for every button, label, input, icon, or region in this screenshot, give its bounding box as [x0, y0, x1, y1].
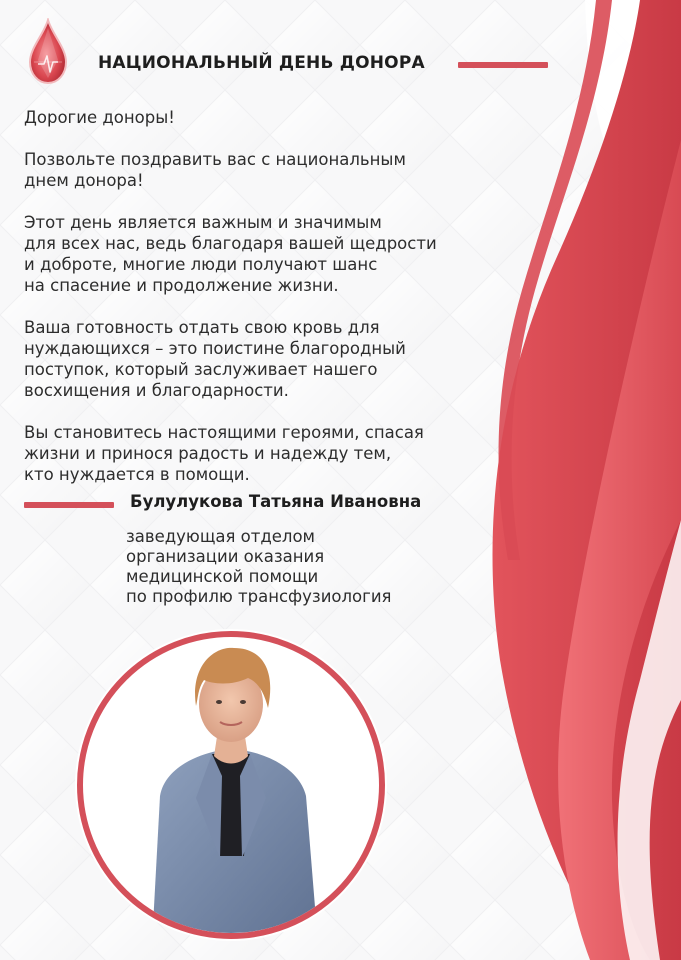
signatory-name: Булулукова Татьяна Ивановна: [130, 492, 422, 511]
letter-paragraph: Ваша готовность отдать свою кровь для нуждающихся – это поистине благородный поступок, который заслуживает нашего восхищения и благодарности.: [24, 318, 406, 400]
greeting: Дорогие доноры!: [24, 108, 175, 127]
letter-body: [24, 107, 489, 506]
signatory-role: заведующая отделом организации оказания медицинской помощи по профилю трансфузиология: [126, 527, 392, 606]
page-title: НАЦИОНАЛЬНЫЙ ДЕНЬ ДОНОРА: [98, 53, 425, 73]
letter-paragraph: Вы становитесь настоящими героями, спасая жизни и принося радость и надежду тем, кто нуждается в помощи.: [24, 423, 424, 484]
person-portrait-icon: [72, 626, 390, 944]
title-accent-bar: [458, 62, 548, 68]
signature-accent-bar: [24, 502, 114, 508]
letter-paragraph: Этот день является важным и значимым для всех нас, ведь благодаря вашей щедрости и доброте, многие люди получают шанс на спасение и продолжение жизни.: [24, 213, 437, 295]
blood-drop-gem-icon: [24, 18, 72, 86]
letter-paragraph: Позвольте поздравить вас с национальным днем донора!: [24, 150, 406, 190]
